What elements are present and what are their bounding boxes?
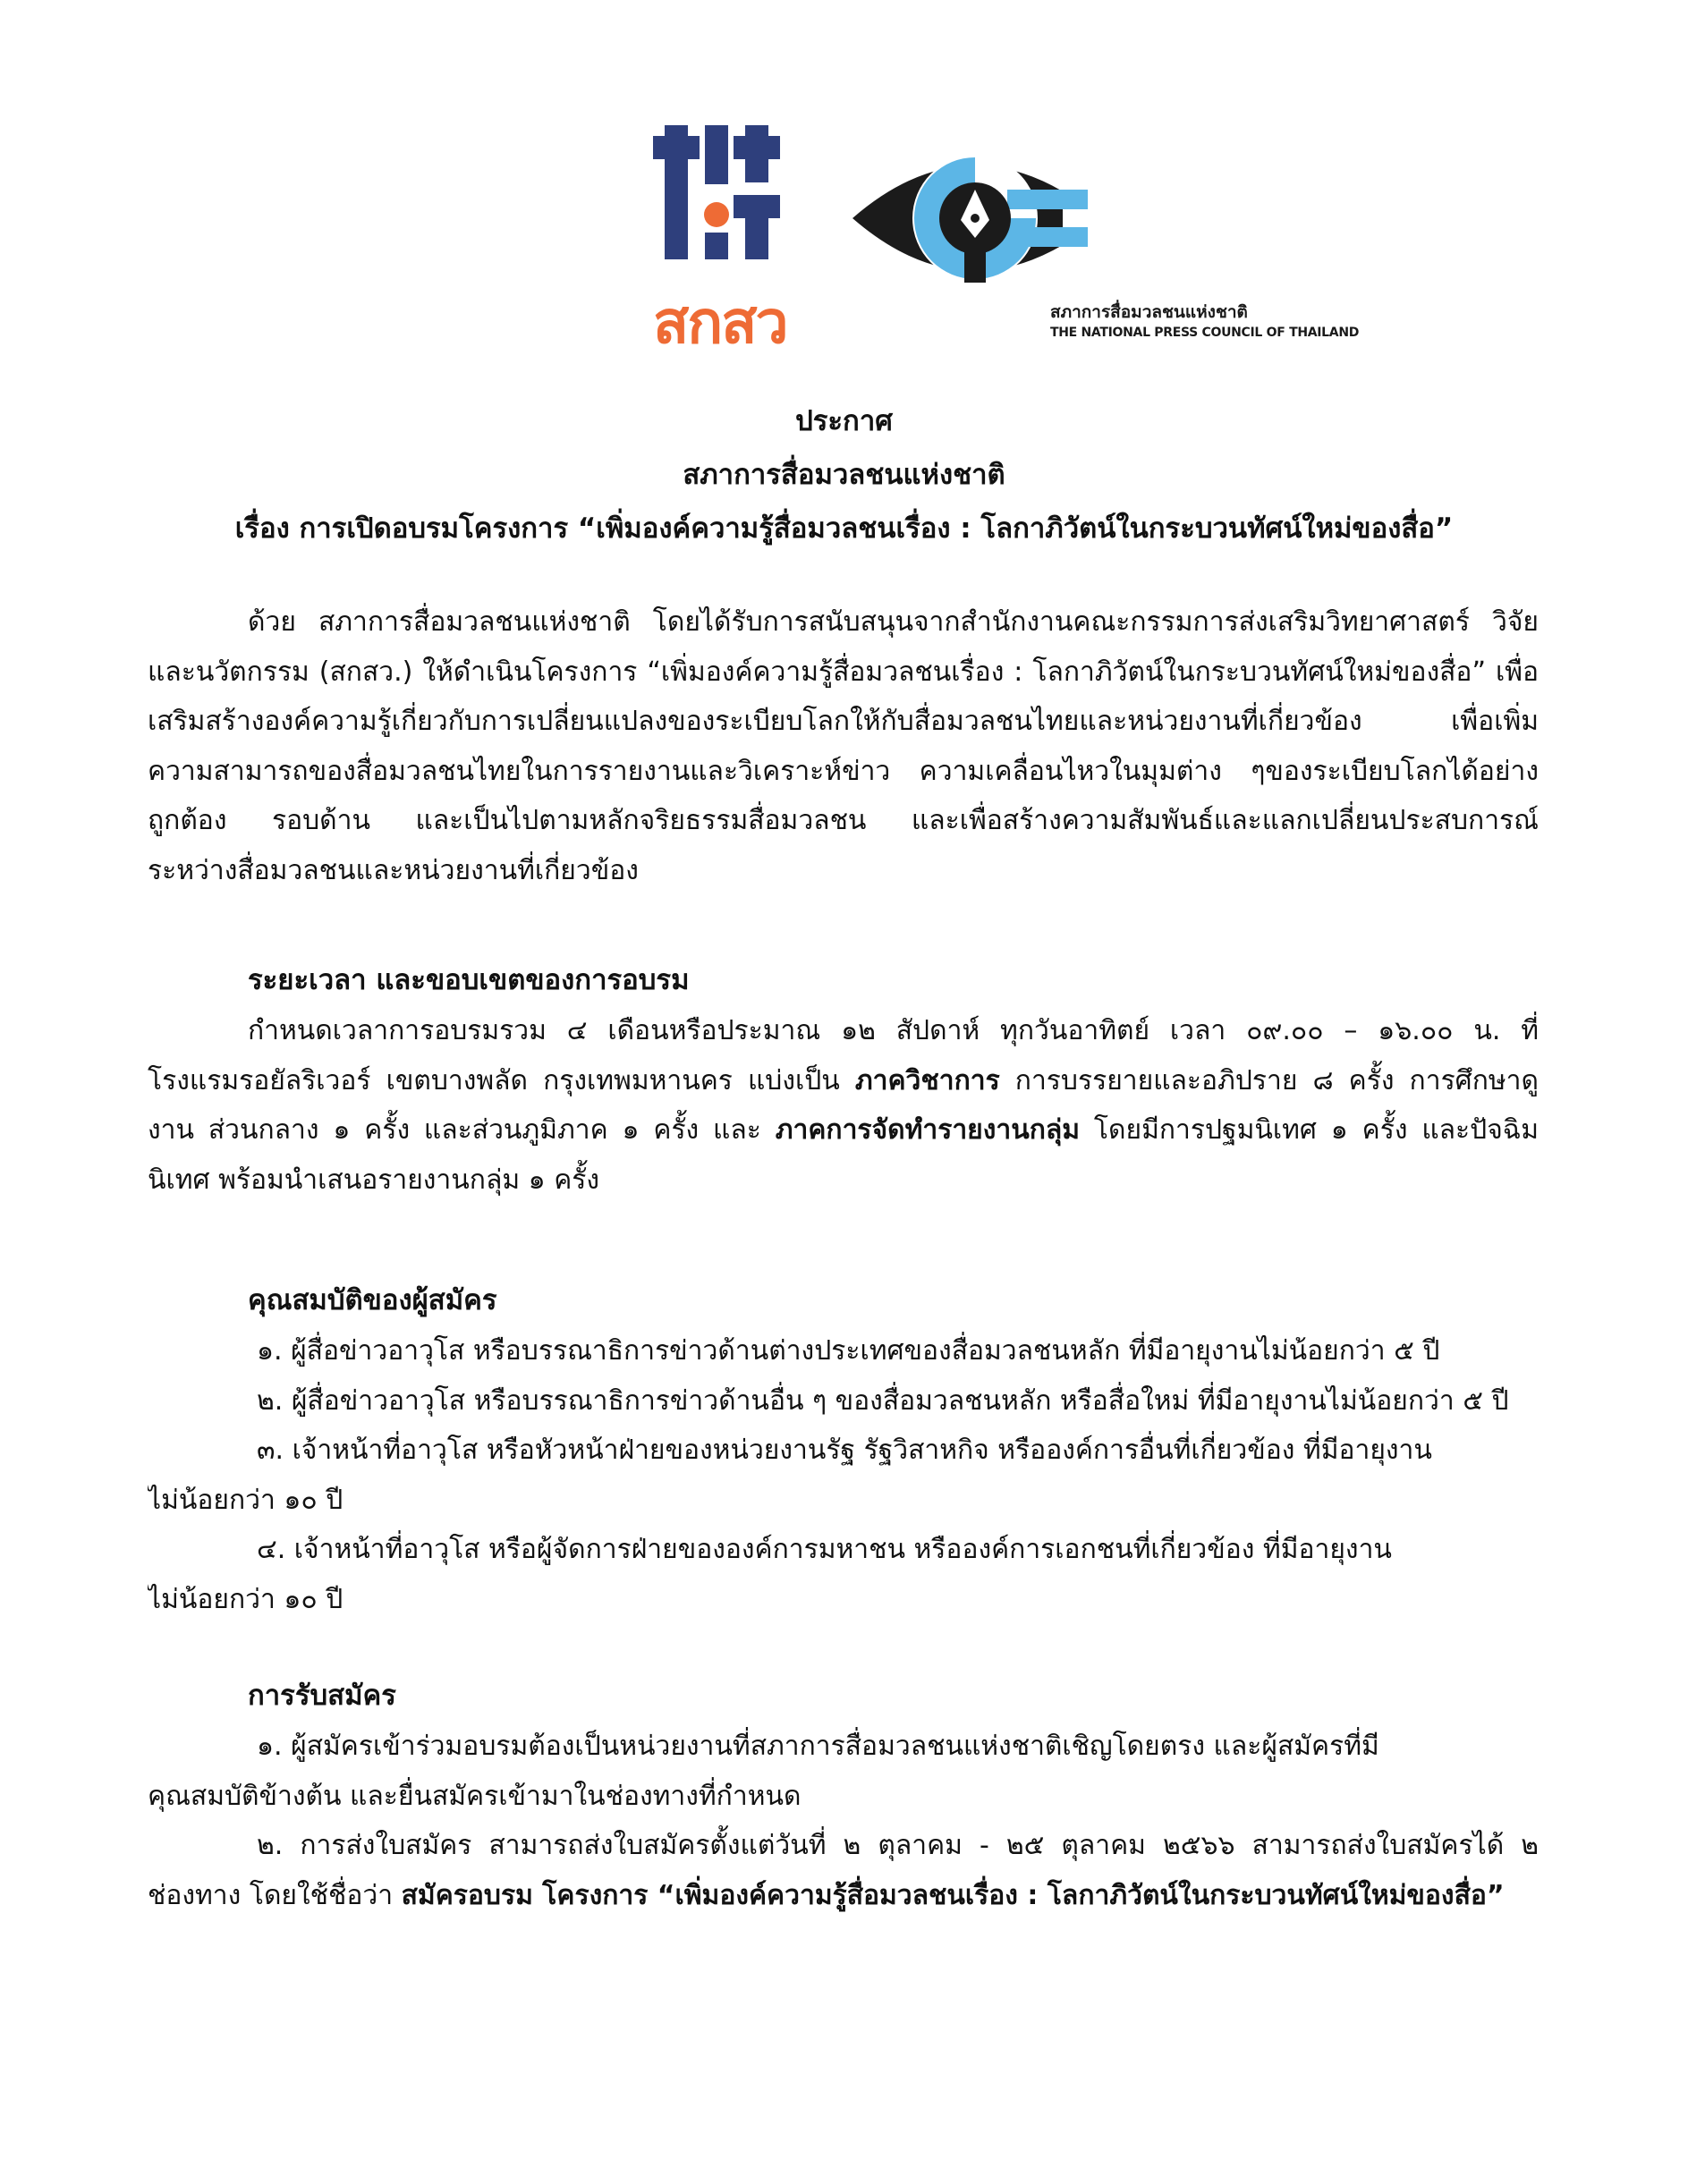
duration-heading: ระยะเวลา และขอบเขตของการอบรม xyxy=(248,964,690,996)
announcement-title: ประกาศ xyxy=(795,405,893,437)
intro-line: และนวัตกรรม (สกสว.) ให้ดำเนินโครงการ “เพิ่มองค์ความรู้สื่อมวลชนเรื่อง : โลกาภิวัตน์ในกระบวนทัศน์ใหม่ของสื่อ” เพื่อ xyxy=(148,656,1539,688)
tsri-logo xyxy=(653,125,796,358)
duration-line: กำหนดเวลาการอบรมรวม ๔ เดือนหรือประมาณ ๑๒ สัปดาห์ ทุกวันอาทิตย์ เวลา ๐๙.๐๐ – ๑๖.๐๐ น. ที่ xyxy=(248,1015,1539,1046)
qualifications-heading: คุณสมบัติของผู้สมัคร xyxy=(248,1284,497,1316)
application-item: ๑. ผู้สมัครเข้าร่วมอบรมต้องเป็นหน่วยงานที่สภาการสื่อมวลชนแห่งชาติเชิญโดยตรง และผู้สมัครที่มี xyxy=(257,1731,1379,1762)
qualification-item: ๔. เจ้าหน้าที่อาวุโส หรือผู้จัดการฝ่ายขององค์การมหาชน หรือองค์การเอกชนที่เกี่ยวข้อง ที่มีอายุงาน xyxy=(257,1534,1392,1565)
logo-area xyxy=(653,125,1360,358)
tsri-logo-text: สกสว xyxy=(653,288,787,357)
duration-line: นิเทศ พร้อมนำเสนอรายงานกลุ่ม ๑ ครั้ง xyxy=(148,1164,600,1196)
application-item-cont: คุณสมบัติข้างต้น และยื่นสมัครเข้ามาในช่องทางที่กำหนด xyxy=(148,1780,802,1812)
application-list xyxy=(148,1722,1539,1920)
intro-line: ถูกต้อง รอบด้าน และเป็นไปตามหลักจริยธรรมสื่อมวลชน และเพื่อสร้างความสัมพันธ์และแลกเปลี่ยนประสบการณ์ xyxy=(148,805,1539,836)
duration-line: งาน ส่วนกลาง ๑ ครั้ง และส่วนภูมิภาค ๑ ครั้ง และ ภาคการจัดทำรายงานกลุ่ม โดยมีการปฐมนิเทศ ๑ ครั้ง และปัจฉิม xyxy=(148,1114,1539,1146)
qualification-item: ๓. เจ้าหน้าที่อาวุโส หรือหัวหน้าฝ่ายของหน่วยงานรัฐ รัฐวิสาหกิจ หรือองค์การอื่นที่เกี่ยวข้อง ที่มีอายุงาน xyxy=(257,1435,1432,1466)
npc-eye-logo xyxy=(848,138,1107,290)
application-heading: การรับสมัคร xyxy=(248,1680,396,1712)
intro-line: เสริมสร้างองค์ความรู้เกี่ยวกับการเปลี่ยนแปลงของระเบียบโลกให้กับสื่อมวลชนไทยและหน่วยงานที่เกี่ยวข้อง เพื่อเพิ่ม xyxy=(148,706,1539,737)
duration-paragraph xyxy=(148,1006,1539,1205)
organization-name: สภาการสื่อมวลชนแห่งชาติ xyxy=(683,459,1005,491)
qualification-item-cont: ไม่น้อยกว่า ๑๐ ปี xyxy=(148,1484,344,1516)
qualification-item: ๒. ผู้สื่อข่าวอาวุโส หรือบรรณาธิการข่าวด้านอื่น ๆ ของสื่อมวลชนหลัก หรือสื่อใหม่ ที่มีอายุงานไม่น้อยกว่า ๕ ปี xyxy=(257,1384,1509,1417)
npc-name-en: THE NATIONAL PRESS COUNCIL OF THAILAND xyxy=(1050,326,1360,340)
announcement-subject: เรื่อง การเปิดอบรมโครงการ “เพิ่มองค์ความรู้สื่อมวลชนเรื่อง : โลกาภิวัตน์ในกระบวนทัศน์ใหม่ของสื่อ” xyxy=(234,512,1454,545)
qualifications-list xyxy=(148,1326,1539,1624)
intro-line: ด้วย สภาการสื่อมวลชนแห่งชาติ โดยได้รับการสนับสนุนจากสำนักงานคณะกรรมการส่งเสริมวิทยาศาสตร์ วิจัย xyxy=(248,606,1539,638)
qualification-item-cont: ไม่น้อยกว่า ๑๐ ปี xyxy=(148,1583,344,1615)
npc-name-th: สภาการสื่อมวลชนแห่งชาติ xyxy=(1050,302,1248,322)
intro-paragraph xyxy=(148,597,1539,895)
qualification-item: ๑. ผู้สื่อข่าวอาวุโส หรือบรรณาธิการข่าวด้านต่างประเทศของสื่อมวลชนหลัก ที่มีอายุงานไม่น้อยกว่า ๕ ปี xyxy=(257,1335,1440,1367)
application-item-cont: ช่องทาง โดยใช้ชื่อว่า สมัครอบรม โครงการ “เพิ่มองค์ความรู้สื่อมวลชนเรื่อง : โลกาภิวัตน์ในกระบวนทัศน์ใหม่ของสื่อ” xyxy=(148,1879,1505,1911)
application-item: ๒. การส่งใบสมัคร สามารถส่งใบสมัครตั้งแต่วันที่ ๒ ตุลาคม - ๒๕ ตุลาคม ๒๕๖๖ สามารถส่งใบสมัครได้ ๒ xyxy=(257,1830,1539,1861)
tsri-logo-mark xyxy=(653,125,796,268)
npc-logo xyxy=(848,138,1360,358)
duration-line: โรงแรมรอยัลริเวอร์ เขตบางพลัด กรุงเทพมหานคร แบ่งเป็น ภาควิชาการ การบรรยายและอภิปราย ๘ ครั้ง การศึกษาดู xyxy=(148,1064,1539,1096)
intro-line: ความสามารถของสื่อมวลชนไทยในการรายงานและวิเคราะห์ข่าว ความเคลื่อนไหวในมุมต่าง ๆของระเบียบโลกได้อย่าง xyxy=(148,755,1539,787)
intro-line: ระหว่างสื่อมวลชนและหน่วยงานที่เกี่ยวข้อง xyxy=(148,854,639,886)
